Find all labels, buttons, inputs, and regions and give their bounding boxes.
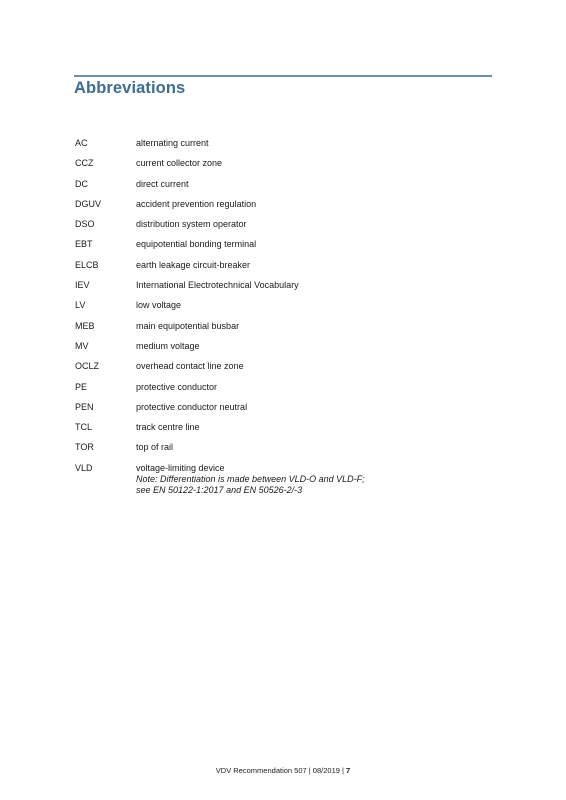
abbreviation-definition: accident prevention regulation [136, 198, 257, 209]
abbreviation-definition-cell [136, 199, 495, 210]
title-rule [74, 75, 492, 77]
abbreviation-definition-cell [136, 260, 495, 271]
abbreviation-row [75, 239, 495, 250]
page-title: Abbreviations [74, 79, 186, 97]
abbreviation-definition-cell [136, 422, 495, 433]
abbreviation-row [75, 382, 495, 393]
abbreviation-row [75, 138, 495, 149]
abbreviation-definition: protective conductor neutral [136, 401, 248, 412]
abbreviation-definition-cell [136, 402, 495, 413]
abbreviation-row [75, 422, 495, 433]
abbreviation-term: LV [75, 300, 86, 311]
abbreviation-list [75, 138, 495, 505]
abbreviation-definition-cell [136, 219, 495, 230]
abbreviation-term: PEN [75, 401, 94, 412]
abbreviation-definition-cell [136, 300, 495, 311]
abbreviation-term: OCLZ [75, 361, 100, 372]
abbreviation-definition: main equipotential busbar [136, 320, 240, 331]
abbreviation-term: EBT [75, 239, 93, 250]
abbreviation-definition-cell [136, 382, 495, 393]
abbreviation-term: DC [75, 178, 88, 189]
page-footer [0, 766, 566, 775]
abbreviation-definition: top of rail [136, 442, 174, 453]
abbreviation-definition-cell [136, 361, 495, 372]
abbreviation-term: TCL [75, 422, 93, 433]
abbreviation-row [75, 361, 495, 372]
page-number: 7 [346, 766, 351, 775]
abbreviation-definition: distribution system operator [136, 219, 247, 230]
abbreviation-row [75, 341, 495, 352]
abbreviation-row [75, 463, 495, 496]
abbreviation-note: see EN 50122-1:2017 and EN 50526-2/-3 [136, 484, 303, 495]
abbreviation-definition: protective conductor [136, 381, 218, 392]
abbreviation-definition: alternating current [136, 138, 209, 148]
abbreviation-definition-cell [136, 341, 495, 352]
abbreviation-term: CCZ [75, 158, 94, 169]
abbreviation-definition-cell [136, 442, 495, 453]
abbreviation-term: DSO [75, 219, 95, 230]
abbreviation-term: PE [75, 381, 88, 392]
abbreviation-definition: earth leakage circuit-breaker [136, 259, 251, 270]
footer-text: VDV Recommendation 507 | 08/2019 | [215, 766, 347, 775]
abbreviation-row [75, 300, 495, 311]
abbreviation-definition: low voltage [136, 300, 182, 311]
abbreviation-row [75, 260, 495, 271]
abbreviation-definition-cell [136, 158, 495, 169]
abbreviation-definition-cell [136, 138, 495, 149]
abbreviation-note: Note: Differentiation is made between VLD-O and VLD-F; [136, 473, 365, 484]
abbreviation-row [75, 158, 495, 169]
abbreviation-row [75, 179, 495, 190]
abbreviation-row [75, 442, 495, 453]
abbreviation-definition: medium voltage [136, 340, 200, 351]
abbreviation-row [75, 321, 495, 332]
abbreviation-definition-cell [136, 239, 495, 250]
abbreviation-definition: voltage-limiting device [136, 462, 225, 473]
abbreviation-definition: current collector zone [136, 158, 223, 169]
abbreviation-term: DGUV [75, 198, 102, 209]
abbreviation-term: MV [75, 340, 89, 351]
abbreviation-term: TOR [75, 442, 94, 453]
abbreviation-term: MEB [75, 320, 95, 331]
abbreviation-term: IEV [75, 280, 90, 291]
abbreviation-row [75, 199, 495, 210]
abbreviation-row [75, 402, 495, 413]
abbreviation-row [75, 219, 495, 230]
abbreviation-definition-cell [136, 321, 495, 332]
abbreviation-definition: overhead contact line zone [136, 361, 244, 372]
abbreviation-definition-cell [136, 280, 495, 291]
abbreviation-term: VLD [75, 462, 93, 473]
abbreviation-definition: direct current [136, 178, 189, 189]
abbreviation-term: ELCB [75, 259, 99, 270]
abbreviation-definition: International Electrotechnical Vocabulary [136, 280, 299, 291]
abbreviation-term: AC [75, 138, 88, 148]
abbreviation-definition: equipotential bonding terminal [136, 239, 257, 250]
abbreviation-definition-cell [136, 463, 495, 496]
abbreviation-definition: track centre line [136, 422, 200, 433]
abbreviation-definition-cell [136, 179, 495, 190]
abbreviation-row [75, 280, 495, 291]
